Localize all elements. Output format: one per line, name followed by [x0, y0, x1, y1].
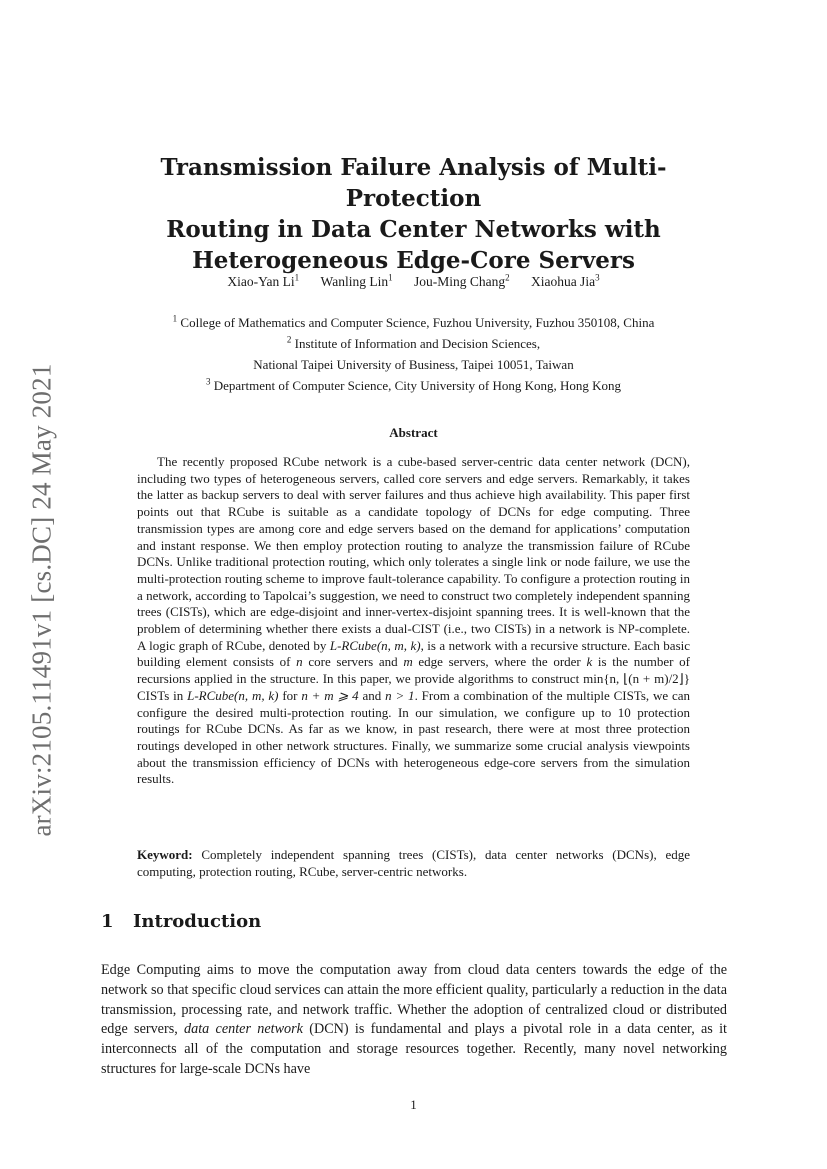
- affiliation-2-line-2: National Taipei University of Business, Taipei 10051, Taiwan: [253, 357, 574, 372]
- section-heading: [101, 911, 261, 932]
- keyword-text: Completely independent spanning trees (CISTs), data center networks (DCNs), edge computing, protection routing, RCube, server-centric networks.: [137, 847, 691, 879]
- abstract-heading: Abstract: [389, 425, 438, 440]
- page-number: 1: [410, 1097, 417, 1112]
- author: Xiaohua Jia$^3$: [530, 272, 600, 289]
- paper-title: [100, 152, 727, 276]
- author: Wanling Lin$^1$: [320, 272, 393, 289]
- affiliation-2: $^2$ Institute of Information and Decision Sciences,: [286, 334, 541, 351]
- math-lrcube: L-RCube(n, m, k): [329, 637, 421, 653]
- title-line: Routing in Data Center Networks with: [166, 216, 661, 243]
- math-min: min{n, ⌊(n + m)/2⌋}: [583, 671, 690, 687]
- affiliations: [100, 312, 727, 396]
- title-line: Transmission Failure Analysis of Multi-Protection: [160, 154, 667, 212]
- affiliation-1: $^1$ College of Mathematics and Computer Science, Fuzhou University, Fuzhou 350108, China: [172, 313, 655, 330]
- author-list: [100, 274, 727, 290]
- arxiv-identifier: arXiv:2105.11491v1 [cs.DC] 24 May 2021: [26, 363, 57, 837]
- section-title: Introduction: [133, 911, 262, 932]
- math-lrcube: L-RCube(n, m, k): [187, 687, 279, 703]
- affiliation-3: $^3$ Department of Computer Science, City University of Hong Kong, Hong Kong: [205, 376, 621, 393]
- author: Xiao-Yan Li$^1$: [227, 272, 300, 289]
- keywords: [137, 847, 690, 880]
- emphasized-term: data center network: [184, 1021, 303, 1038]
- author: Jou-Ming Chang$^2$: [413, 272, 510, 289]
- introduction-paragraph: Edge Computing aims to move the computation away from cloud data centers towards the edge of the network so that specific cloud services can attain the more efficient quality, particularly a reduction in the data transmission, processing rate, and network traffic. Whether the adoption of centralized cloud or distributed edge servers, data center network (DCN) is fundamental and plays a pivotal role in a data center, as it interconnects all of the computation and storage resources together. Recently, many novel networking structures for large-scale DCNs have: [101, 962, 727, 1077]
- keyword-label: Keyword:: [137, 847, 193, 862]
- section-number: 1: [101, 911, 114, 932]
- title-line: Heterogeneous Edge-Core Servers: [192, 247, 635, 274]
- abstract-text: The recently proposed RCube network is a cube-based server-centric data center network (DCN), including two types of heterogeneous servers, called core servers and edge servers. Remarkably, it takes the latter as backup servers to deal with server failures and thus achieve high availability. This paper first points out that RCube is suitable as a candidate topology of DCNs for edge computing. Three transmission types are among core and edge servers based on the demand for applications’ computation and instant response. We then employ protection routing to analyze the transmission failure of RCube DCNs. Unlike traditional protection routing, which only tolerates a single link or node failure, we use the multi-protection routing scheme to improve fault-tolerance capability. To configure a protection routing in a network, according to Tapolcai’s suggestion, we need to construct two completely independent spanning trees (CISTs), which are edge-disjoint and inner-vertex-disjoint spanning trees. It is well-known that the problem of determining whether there exists a dual-CIST (i.e., two CISTs) in a network is NP-complete. A logic graph of RCube, denoted by L-RCube(n, m, k), is a network with a recursive structure. Each basic building element consists of n core servers and m edge servers, where the order k is the number of recursions applied in the structure. In this paper, we provide algorithms to construct min{n, ⌊(n + m)/2⌋} CISTs in L-RCube(n, m, k) for n + m ⩾ 4 and n > 1. From a combination of the multiple CISTs, we can configure the desired multi-protection routing. In our simulation, we configure up to 10 protection routings for RCube DCNs. As far as we know, in past research, there were at most three protection routings developed in other network structures. Finally, we summarize some crucial analysis viewpoints about the transmission efficiency of DCNs with heterogeneous edge-core servers from the simulation results.: [137, 454, 691, 787]
- arxiv-side-stamp: [18, 350, 66, 850]
